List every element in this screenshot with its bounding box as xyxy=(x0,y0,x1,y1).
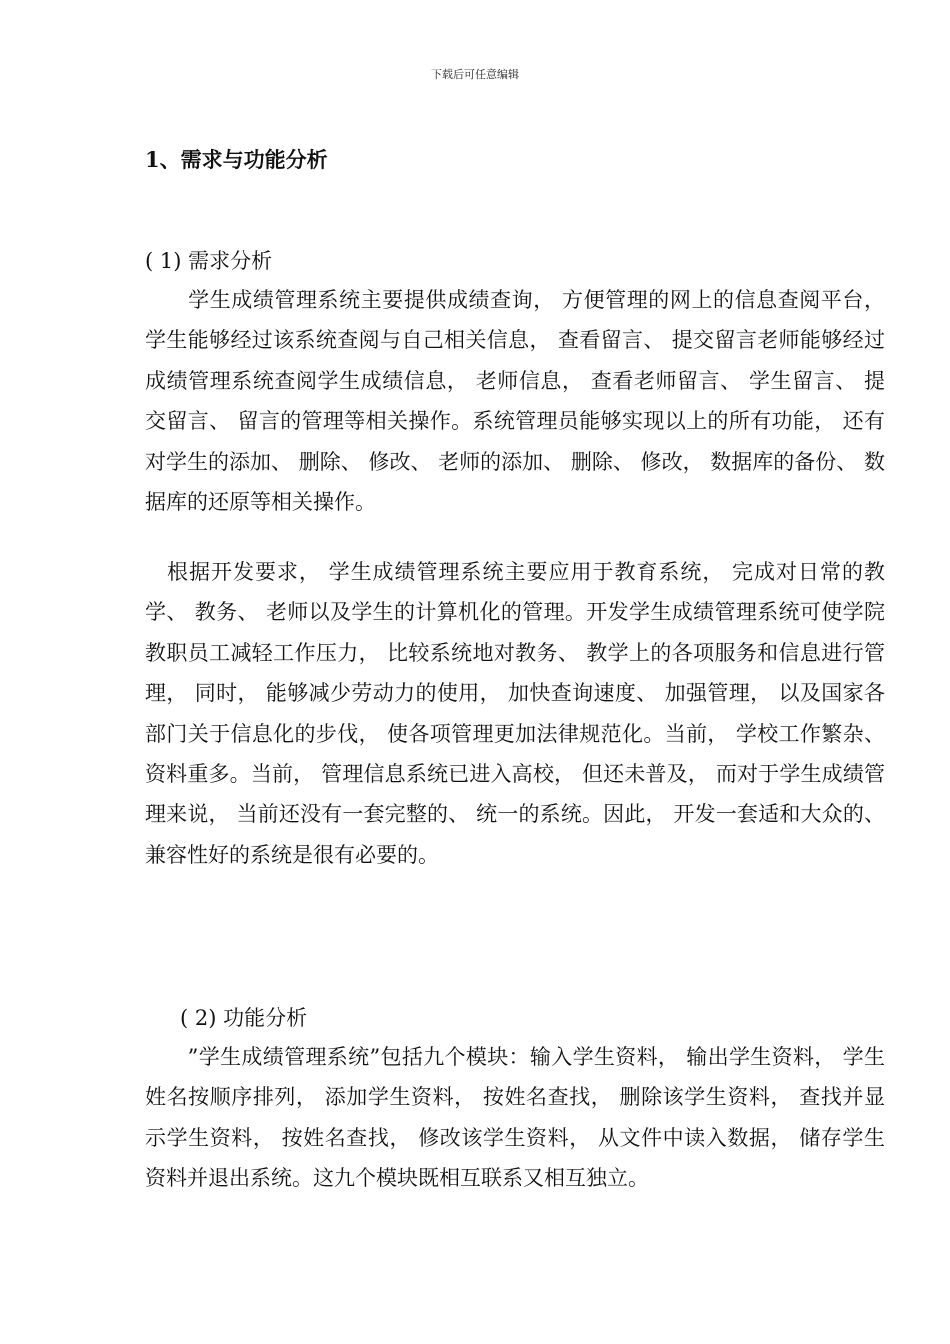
functions-paragraph-1: ”学生成绩管理系统”包括九个模块：输入学生资料， 输出学生资料， 学生姓名按顺序排列， 添加学生资料， 按姓名查找， 删除该学生资料， 查找并显示学生资料， 按姓名查找， 修改该学生资料， 从文件中读入数据， 储存学生资料并退出系统。这九个模块既相互联系又相互独立。 xyxy=(145,1045,885,1191)
requirements-paragraph-1: 学生成绩管理系统主要提供成绩查询， 方便管理的网上的信息查阅平台， 学生能够经过该系统查阅与自己相关信息， 查看留言、 提交留言老师能够经过成绩管理系统查阅学生成绩信息， 老师信息， 查看老师留言、 学生留言、 提交留言、 留言的管理等相关操作。系统管理员能够实现以上的所有功能， 还有对学生的添加、 删除、 修改、 老师的添加、 删除、 修改， 数据库的备份、 数据库的还原等相关操作。 xyxy=(145,288,885,515)
subsection-heading-requirements: ( 1) 需求分析 xyxy=(145,249,273,273)
subsection-heading-functions: ( 2) 功能分析 xyxy=(180,1006,308,1030)
requirements-paragraph-2: 根据开发要求， 学生成绩管理系统主要应用于教育系统， 完成对日常的教学、 教务、 老师以及学生的计算机化的管理。开发学生成绩管理系统可使学院教职员工减轻工作压力， 比较系统地对教务、 教学上的各项服务和信息进行管理， 同时， 能够减少劳动力的使用， 加快查询速度、 加强管理， 以及国家各部门关于信息化的步伐， 使各项管理更加法律规范化。当前， 学校工作繁杂、 资料重多。当前， 管理信息系统已进入高校， 但还未普及， 而对于学生成绩管理来说， 当前还没有一套完整的、 统一的系统。因此， 开发一套适和大众的、 兼容性好的系统是很有必要的。 xyxy=(145,560,885,867)
page-header: 下载后可任意编辑 xyxy=(431,68,519,81)
section-title: 1、需求与功能分析 xyxy=(145,147,328,172)
